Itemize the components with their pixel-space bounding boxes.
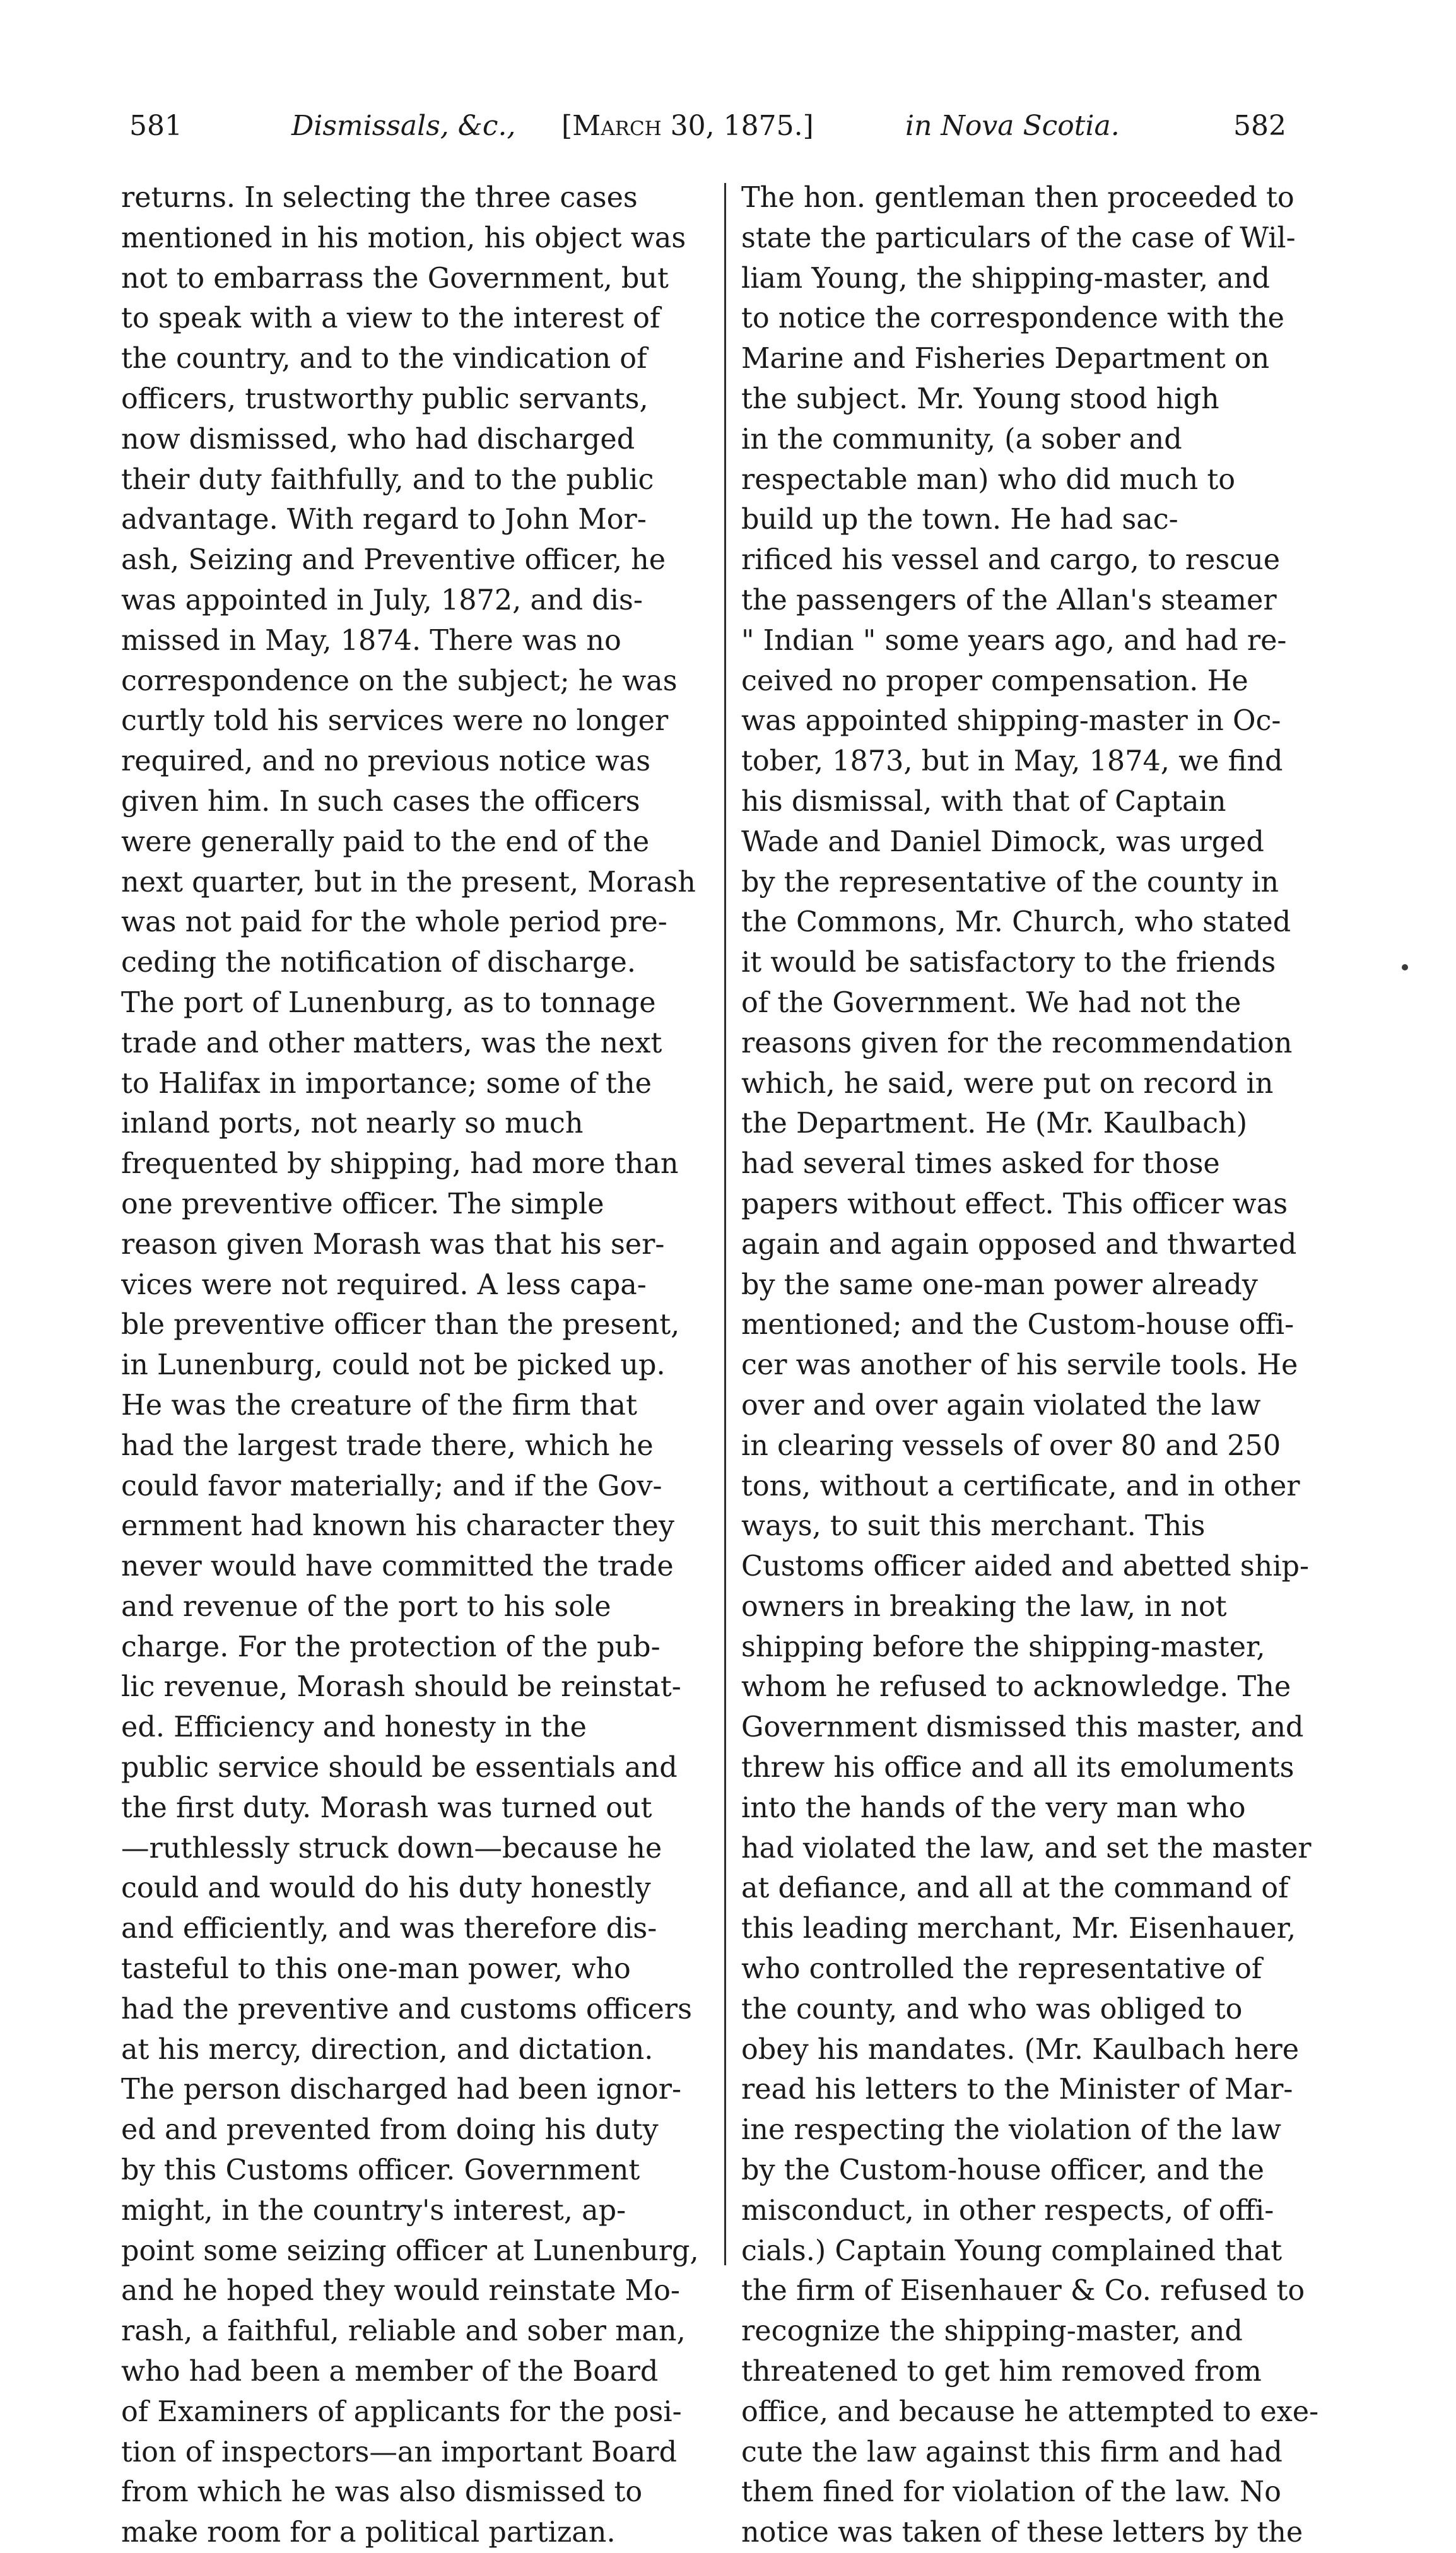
text-line: point some seizing officer at Lunenburg,	[121, 2234, 699, 2267]
text-line: the county, and who was obliged to	[741, 1993, 1243, 2025]
text-line: read his letters to the Minister of Mar-	[741, 2073, 1293, 2106]
left-text-column	[121, 178, 724, 2553]
text-line: and revenue of the port to his sole	[121, 1590, 611, 1623]
text-line: ernment had known his character they	[121, 1510, 674, 1543]
text-line: Wade and Daniel Dimock, was urged	[741, 825, 1264, 858]
text-line: trade and other matters, was the next	[121, 1027, 662, 1059]
text-line: by this Customs officer. Government	[121, 2154, 640, 2187]
right-text-column	[741, 178, 1344, 2553]
text-line: the passengers of the Allan's steamer	[741, 584, 1277, 616]
text-line: inland ports, not nearly so much	[121, 1107, 584, 1140]
text-line: this leading merchant, Mr. Eisenhauer,	[741, 1913, 1296, 1945]
text-line: to speak with a view to the interest of	[121, 302, 660, 335]
text-line: papers without effect. This officer was	[741, 1188, 1288, 1220]
text-line: ceived no proper compensation. He	[741, 664, 1248, 697]
text-line: of Examiners of applicants for the posi-	[121, 2395, 682, 2428]
text-line: vices were not required. A less capa-	[121, 1268, 647, 1301]
text-line: mentioned in his motion, his object was	[121, 221, 686, 254]
text-line: owners in breaking the law, in not	[741, 1590, 1227, 1623]
ink-speck	[1402, 964, 1408, 970]
text-line: had violated the law, and set the master	[741, 1832, 1312, 1865]
text-line: cute the law against this firm and had	[741, 2436, 1283, 2468]
text-line: obey his mandates. (Mr. Kaulbach here	[741, 2033, 1300, 2066]
text-line: The port of Lunenburg, as to tonnage	[121, 986, 656, 1019]
text-line: not to embarrass the Government, but	[121, 262, 669, 295]
text-line: " Indian " some years ago, and had re-	[741, 624, 1287, 657]
text-line: tion of inspectors—an important Board	[121, 2436, 678, 2468]
text-line: ine respecting the violation of the law	[741, 2114, 1281, 2147]
page-header	[0, 0, 1456, 164]
text-line: The hon. gentleman then proceeded to	[741, 182, 1295, 214]
text-line: in the community, (a sober and	[741, 423, 1182, 456]
text-line: to Halifax in importance; some of the	[121, 1067, 652, 1100]
text-line: Marine and Fisheries Department on	[741, 343, 1270, 375]
text-line: ed. Efficiency and honesty in the	[121, 1711, 587, 1744]
text-line: required, and no previous notice was	[121, 745, 651, 778]
text-line: advantage. With regard to John Mor-	[121, 504, 647, 536]
text-line: cials.) Captain Young complained that	[741, 2234, 1283, 2267]
text-line: missed in May, 1874. There was no	[121, 624, 621, 657]
text-line: over and over again violated the law	[741, 1389, 1261, 1422]
text-line: again and again opposed and thwarted	[741, 1228, 1297, 1261]
text-line: misconduct, in other respects, of offi-	[741, 2194, 1274, 2227]
text-line: threw his office and all its emoluments	[741, 1752, 1295, 1784]
text-line: their duty faithfully, and to the public	[121, 463, 654, 496]
text-line: his dismissal, with that of Captain	[741, 785, 1226, 818]
text-line: had several times asked for those	[741, 1148, 1220, 1181]
text-line: which, he said, were put on record in	[741, 1067, 1274, 1100]
text-line: in Lunenburg, could not be picked up.	[121, 1349, 666, 1382]
text-line: ed and prevented from doing his duty	[121, 2114, 659, 2147]
text-line: shipping before the shipping-master,	[741, 1630, 1265, 1663]
text-line: the country, and to the vindication of	[121, 343, 647, 375]
text-line: returns. In selecting the three cases	[121, 182, 638, 214]
text-line: had the largest trade there, which he	[121, 1429, 654, 1462]
text-line: ash, Seizing and Preventive officer, he	[121, 544, 666, 577]
text-line: into the hands of the very man who	[741, 1791, 1246, 1824]
text-line: never would have committed the trade	[121, 1550, 674, 1583]
text-line: charge. For the protection of the pub-	[121, 1630, 660, 1663]
left-running-title: Dismissals, &c.,	[291, 110, 516, 142]
text-line: the Commons, Mr. Church, who stated	[741, 906, 1291, 939]
text-line: ceding the notification of discharge.	[121, 946, 637, 979]
text-line: the first duty. Morash was turned out	[121, 1791, 652, 1824]
text-line: could and would do his duty honestly	[121, 1872, 651, 1905]
text-line: state the particulars of the case of Wil-	[741, 221, 1296, 254]
text-line: had the preventive and customs officers	[121, 1993, 692, 2025]
text-line: He was the creature of the firm that	[121, 1389, 637, 1422]
text-line: liam Young, the shipping-master, and	[741, 262, 1271, 295]
text-line: next quarter, but in the present, Morash	[121, 866, 696, 899]
text-line: tober, 1873, but in May, 1874, we find	[741, 745, 1283, 778]
text-line: notice was taken of these letters by the	[741, 2516, 1303, 2549]
text-line: was appointed in July, 1872, and dis-	[121, 584, 643, 616]
text-line: was appointed shipping-master in Oc-	[741, 705, 1281, 738]
text-line: ways, to suit this merchant. This	[741, 1510, 1206, 1543]
text-line: the firm of Eisenhauer & Co. refused to	[741, 2275, 1305, 2308]
text-line: now dismissed, who had discharged	[121, 423, 635, 456]
text-line: whom he refused to acknowledge. The	[741, 1671, 1291, 1704]
text-line: reason given Morash was that his ser-	[121, 1228, 665, 1261]
text-line: to notice the correspondence with the	[741, 302, 1284, 335]
text-line: tons, without a certificate, and in other	[741, 1470, 1300, 1502]
text-line: who controlled the representative of	[741, 1953, 1262, 1986]
text-line: was not paid for the whole period pre-	[121, 906, 667, 939]
text-line: Government dismissed this master, and	[741, 1711, 1304, 1744]
text-line: frequented by shipping, had more than	[121, 1148, 679, 1181]
text-line: The person discharged had been ignor-	[121, 2073, 682, 2106]
left-page-number: 581	[129, 110, 182, 142]
text-line: Customs officer aided and abetted ship-	[741, 1550, 1310, 1583]
text-line: were generally paid to the end of the	[121, 825, 650, 858]
header-date: [March 30, 1875.]	[561, 110, 814, 142]
text-line: —ruthlessly struck down—because he	[121, 1832, 662, 1865]
column-divider	[724, 183, 726, 2265]
text-line: build up the town. He had sac-	[741, 504, 1178, 536]
text-line: public service should be essentials and	[121, 1752, 678, 1784]
text-line: and he hoped they would reinstate Mo-	[121, 2275, 680, 2308]
text-line: rash, a faithful, reliable and sober man,	[121, 2315, 686, 2348]
text-line: tasteful to this one-man power, who	[121, 1953, 631, 1986]
text-line: threatened to get him removed from	[741, 2355, 1262, 2388]
text-line: of the Government. We had not the	[741, 986, 1242, 1019]
text-line: reasons given for the recommendation	[741, 1027, 1293, 1059]
text-line: make room for a political partizan.	[121, 2516, 616, 2549]
text-line: by the same one-man power already	[741, 1268, 1258, 1301]
text-line: rificed his vessel and cargo, to rescue	[741, 544, 1281, 577]
text-line: given him. In such cases the officers	[121, 785, 640, 818]
text-line: in clearing vessels of over 80 and 250	[741, 1429, 1281, 1462]
right-page-number: 582	[1233, 110, 1286, 142]
text-line: respectable man) who did much to	[741, 463, 1235, 496]
text-line: the Department. He (Mr. Kaulbach)	[741, 1107, 1248, 1140]
text-line: from which he was also dismissed to	[121, 2476, 643, 2509]
text-line: the subject. Mr. Young stood high	[741, 382, 1219, 415]
text-line: them fined for violation of the law. No	[741, 2476, 1281, 2509]
text-line: curtly told his services were no longer	[121, 705, 669, 738]
text-line: mentioned; and the Custom-house offi-	[741, 1309, 1295, 1341]
text-line: at his mercy, direction, and dictation.	[121, 2033, 654, 2066]
text-line: recognize the shipping-master, and	[741, 2315, 1243, 2348]
text-line: officers, trustworthy public servants,	[121, 382, 649, 415]
text-line: ble preventive officer than the present,	[121, 1309, 680, 1341]
right-running-title: in Nova Scotia.	[905, 110, 1120, 142]
text-line: by the representative of the county in	[741, 866, 1279, 899]
text-line: lic revenue, Morash should be reinstat-	[121, 1671, 681, 1704]
text-line: it would be satisfactory to the friends	[741, 946, 1276, 979]
text-line: and efficiently, and was therefore dis-	[121, 1913, 657, 1945]
text-line: at defiance, and all at the command of	[741, 1872, 1289, 1905]
text-line: correspondence on the subject; he was	[121, 664, 678, 697]
text-line: one preventive officer. The simple	[121, 1188, 604, 1220]
text-line: by the Custom-house officer, and the	[741, 2154, 1264, 2187]
text-line: office, and because he attempted to exe-	[741, 2395, 1319, 2428]
text-line: who had been a member of the Board	[121, 2355, 659, 2388]
text-line: could favor materially; and if the Gov-	[121, 1470, 662, 1502]
text-line: might, in the country's interest, ap-	[121, 2194, 626, 2227]
text-line: cer was another of his servile tools. He	[741, 1349, 1298, 1382]
